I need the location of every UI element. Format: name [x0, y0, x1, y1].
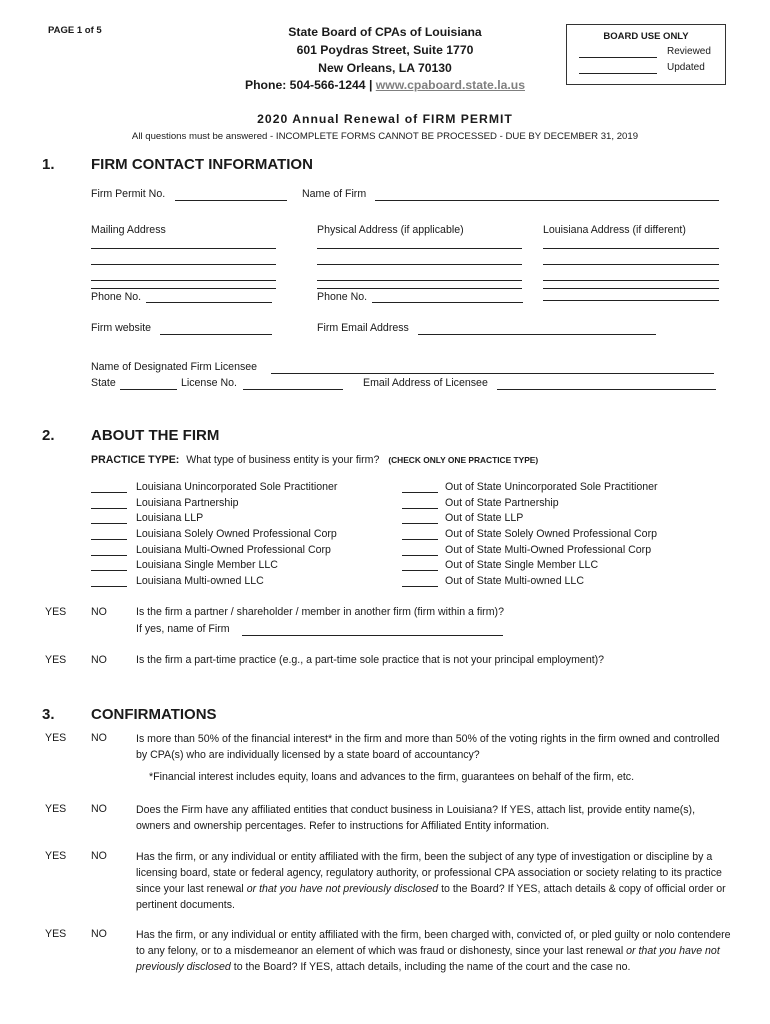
practice-type-checkbox-r1[interactable] [402, 508, 438, 509]
practice-type-option: Out of State Multi-owned LLC [445, 575, 584, 587]
investigation-question-text-end: to the Board? If YES, attach details & copy of official order or pertinent documents. [136, 883, 726, 911]
practice-type-checkbox-r3[interactable] [402, 539, 438, 540]
criminal-charge-question-text: Has the firm, or any individual or entity affiliated with the firm, been charged with, convicted of, or pled guilty or nolo contendere to any felony, or to a misdemeanor an element of which was fraud or dishonesty, since your last renewal [136, 929, 731, 957]
license-no-field[interactable] [243, 389, 343, 390]
state-label: State [91, 377, 116, 389]
org-website-link[interactable]: www.cpaboard.state.la.us [375, 78, 525, 92]
updated-blank[interactable] [579, 73, 657, 74]
practice-type-checkbox-r0[interactable] [402, 492, 438, 493]
practice-type-option: Louisiana Multi-Owned Professional Corp [136, 544, 331, 556]
practice-type-row [91, 454, 538, 466]
org-contact [200, 78, 570, 92]
practice-type-option: Out of State Partnership [445, 497, 559, 509]
practice-type-checkbox-l6[interactable] [91, 586, 127, 587]
yes-option[interactable]: YES [45, 654, 67, 666]
practice-type-option: Louisiana Unincorporated Sole Practitioner [136, 481, 338, 493]
firm-permit-no-field[interactable] [175, 200, 287, 201]
physical-address-line-2[interactable] [317, 264, 522, 265]
physical-address-label: Physical Address (if applicable) [317, 224, 464, 236]
state-field[interactable] [120, 389, 177, 390]
practice-type-checkbox-l2[interactable] [91, 523, 127, 524]
section1-number: 1. [42, 156, 55, 173]
no-option[interactable]: NO [91, 803, 107, 815]
firm-email-label: Firm Email Address [317, 322, 409, 334]
mailing-phone-label: Phone No. [91, 291, 142, 303]
investigation-question [136, 849, 732, 913]
mailing-address-label: Mailing Address [91, 224, 166, 236]
practice-type-option: Louisiana Single Member LLC [136, 559, 278, 571]
org-phone: Phone: 504-566-1244 | [244, 78, 373, 92]
cpa-ownership-question: Is more than 50% of the financial interest* in the firm and more than 50% of the voting rights in the firm owned and controlled by CPA(s) who are individually licensed by a state board of accountancy? [136, 733, 720, 761]
firm-website-label: Firm website [91, 322, 152, 334]
criminal-charge-question-text-end: to the Board? If YES, attach details, including the name of the court and the case no. [233, 961, 631, 973]
section3-number: 3. [42, 706, 55, 723]
practice-type-option: Louisiana Multi-owned LLC [136, 575, 264, 587]
name-of-firm-field[interactable] [375, 200, 719, 201]
section2-title: ABOUT THE FIRM [91, 427, 220, 444]
practice-type-checkbox-r4[interactable] [402, 555, 438, 556]
practice-type-option: Out of State Unincorporated Sole Practitioner [445, 481, 658, 493]
licensee-email-label: Email Address of Licensee [363, 377, 488, 389]
louisiana-address-line-1[interactable] [543, 248, 719, 249]
designated-licensee-label: Name of Designated Firm Licensee [91, 361, 258, 373]
firm-website-field[interactable] [160, 334, 272, 335]
reviewed-blank[interactable] [579, 57, 657, 58]
physical-phone-field[interactable] [372, 302, 523, 303]
criminal-charge-question [136, 927, 732, 975]
louisiana-address-line-5[interactable] [543, 300, 719, 301]
reviewed-label: Reviewed [667, 46, 711, 57]
practice-type-option: Out of State Multi-Owned Professional Corp [445, 544, 652, 556]
board-use-title: BOARD USE ONLY [603, 31, 689, 42]
practice-type-checkbox-l1[interactable] [91, 508, 127, 509]
form-title: 2020 Annual Renewal of FIRM PERMIT [257, 112, 513, 126]
firm-permit-no-label: Firm Permit No. [91, 188, 166, 200]
section3-title: CONFIRMATIONS [91, 706, 217, 723]
yes-option[interactable]: YES [45, 803, 67, 815]
no-option[interactable]: NO [91, 654, 107, 666]
part-time-practice-question: Is the firm a part-time practice (e.g., a part-time sole practice that is not your principal employment)? [136, 654, 605, 666]
practice-type-question: What type of business entity is your firm? [186, 454, 380, 466]
louisiana-address-line-3[interactable] [543, 280, 719, 281]
no-option[interactable]: NO [91, 606, 107, 618]
practice-type-option: Louisiana LLP [136, 512, 204, 524]
practice-type-option: Louisiana Partnership [136, 497, 239, 509]
no-option[interactable]: NO [91, 732, 107, 744]
org-address-line2: New Orleans, LA 70130 [318, 61, 452, 75]
updated-label: Updated [667, 62, 705, 73]
check-one-note: (CHECK ONLY ONE PRACTICE TYPE) [388, 455, 539, 465]
yes-option[interactable]: YES [45, 606, 67, 618]
firm-within-firm-name-field[interactable] [242, 635, 503, 636]
practice-type-checkbox-r2[interactable] [402, 523, 438, 524]
practice-type-option: Out of State Solely Owned Professional Corp [445, 528, 657, 540]
form-subtitle: All questions must be answered - INCOMPLETE FORMS CANNOT BE PROCESSED - DUE BY DECEMBER 31, 2019 [131, 131, 639, 142]
section1-title: FIRM CONTACT INFORMATION [91, 156, 313, 173]
physical-phone-label: Phone No. [317, 291, 368, 303]
louisiana-address-line-4[interactable] [543, 288, 719, 289]
practice-type-option: Louisiana Solely Owned Professional Corp [136, 528, 337, 540]
yes-option[interactable]: YES [45, 732, 67, 744]
practice-type-option: Out of State LLP [445, 512, 524, 524]
yes-option[interactable]: YES [45, 928, 67, 940]
practice-type-checkbox-l0[interactable] [91, 492, 127, 493]
org-name: State Board of CPAs of Louisiana [288, 25, 482, 39]
mailing-address-line-1[interactable] [91, 248, 276, 249]
practice-type-label: PRACTICE TYPE: [91, 454, 180, 466]
louisiana-address-line-2[interactable] [543, 264, 719, 265]
investigation-question-emphasis: or that you have not previously disclosed [246, 883, 439, 895]
physical-address-line-1[interactable] [317, 248, 522, 249]
yes-option[interactable]: YES [45, 850, 67, 862]
no-option[interactable]: NO [91, 850, 107, 862]
mailing-address-line-3[interactable] [91, 280, 276, 281]
physical-address-line-3[interactable] [317, 280, 522, 281]
mailing-address-line-4[interactable] [91, 288, 276, 289]
practice-type-checkbox-l5[interactable] [91, 570, 127, 571]
mailing-phone-field[interactable] [146, 302, 272, 303]
firm-within-firm-question: Is the firm a partner / shareholder / member in another firm (firm within a firm)? [136, 606, 504, 618]
physical-address-line-4[interactable] [317, 288, 522, 289]
no-option[interactable]: NO [91, 928, 107, 940]
practice-type-checkbox-r6[interactable] [402, 586, 438, 587]
license-no-label: License No. [181, 377, 237, 389]
practice-type-option: Out of State Single Member LLC [445, 559, 599, 571]
firm-email-field[interactable] [418, 334, 656, 335]
page-label: PAGE 1 of 5 [48, 25, 102, 36]
designated-licensee-field[interactable] [271, 373, 714, 374]
section2-number: 2. [42, 427, 55, 444]
affiliated-entities-question: Does the Firm have any affiliated entities that conduct business in Louisiana? If YES, attach list, provide entity name(s), owners and ownership percentages. Refer to instructions for Affiliated Entity information. [136, 804, 696, 832]
licensee-email-field[interactable] [497, 389, 716, 390]
practice-type-checkbox-l4[interactable] [91, 555, 127, 556]
criminal-charge-question-emphasis: or that you have not previously disclosed [136, 945, 720, 973]
org-address-line1: 601 Poydras Street, Suite 1770 [296, 43, 474, 57]
investigation-question-text: Has the firm, or any individual or entity affiliated with the firm, been the subject of any type of investigation or discipline by a licensing board, state or federal agency, regulatory authority, or professional CPA association or society relating to its practice since your last renewal [136, 851, 722, 895]
mailing-address-line-2[interactable] [91, 264, 276, 265]
practice-type-checkbox-l3[interactable] [91, 539, 127, 540]
board-use-box [566, 24, 726, 85]
firm-within-firm-name-label: If yes, name of Firm [136, 623, 230, 635]
name-of-firm-label: Name of Firm [302, 188, 367, 200]
practice-type-checkbox-r5[interactable] [402, 570, 438, 571]
louisiana-address-label: Louisiana Address (if different) [543, 224, 686, 236]
financial-interest-note: *Financial interest includes equity, loans and advances to the firm, guarantees on behalf of the firm, etc. [149, 771, 635, 783]
